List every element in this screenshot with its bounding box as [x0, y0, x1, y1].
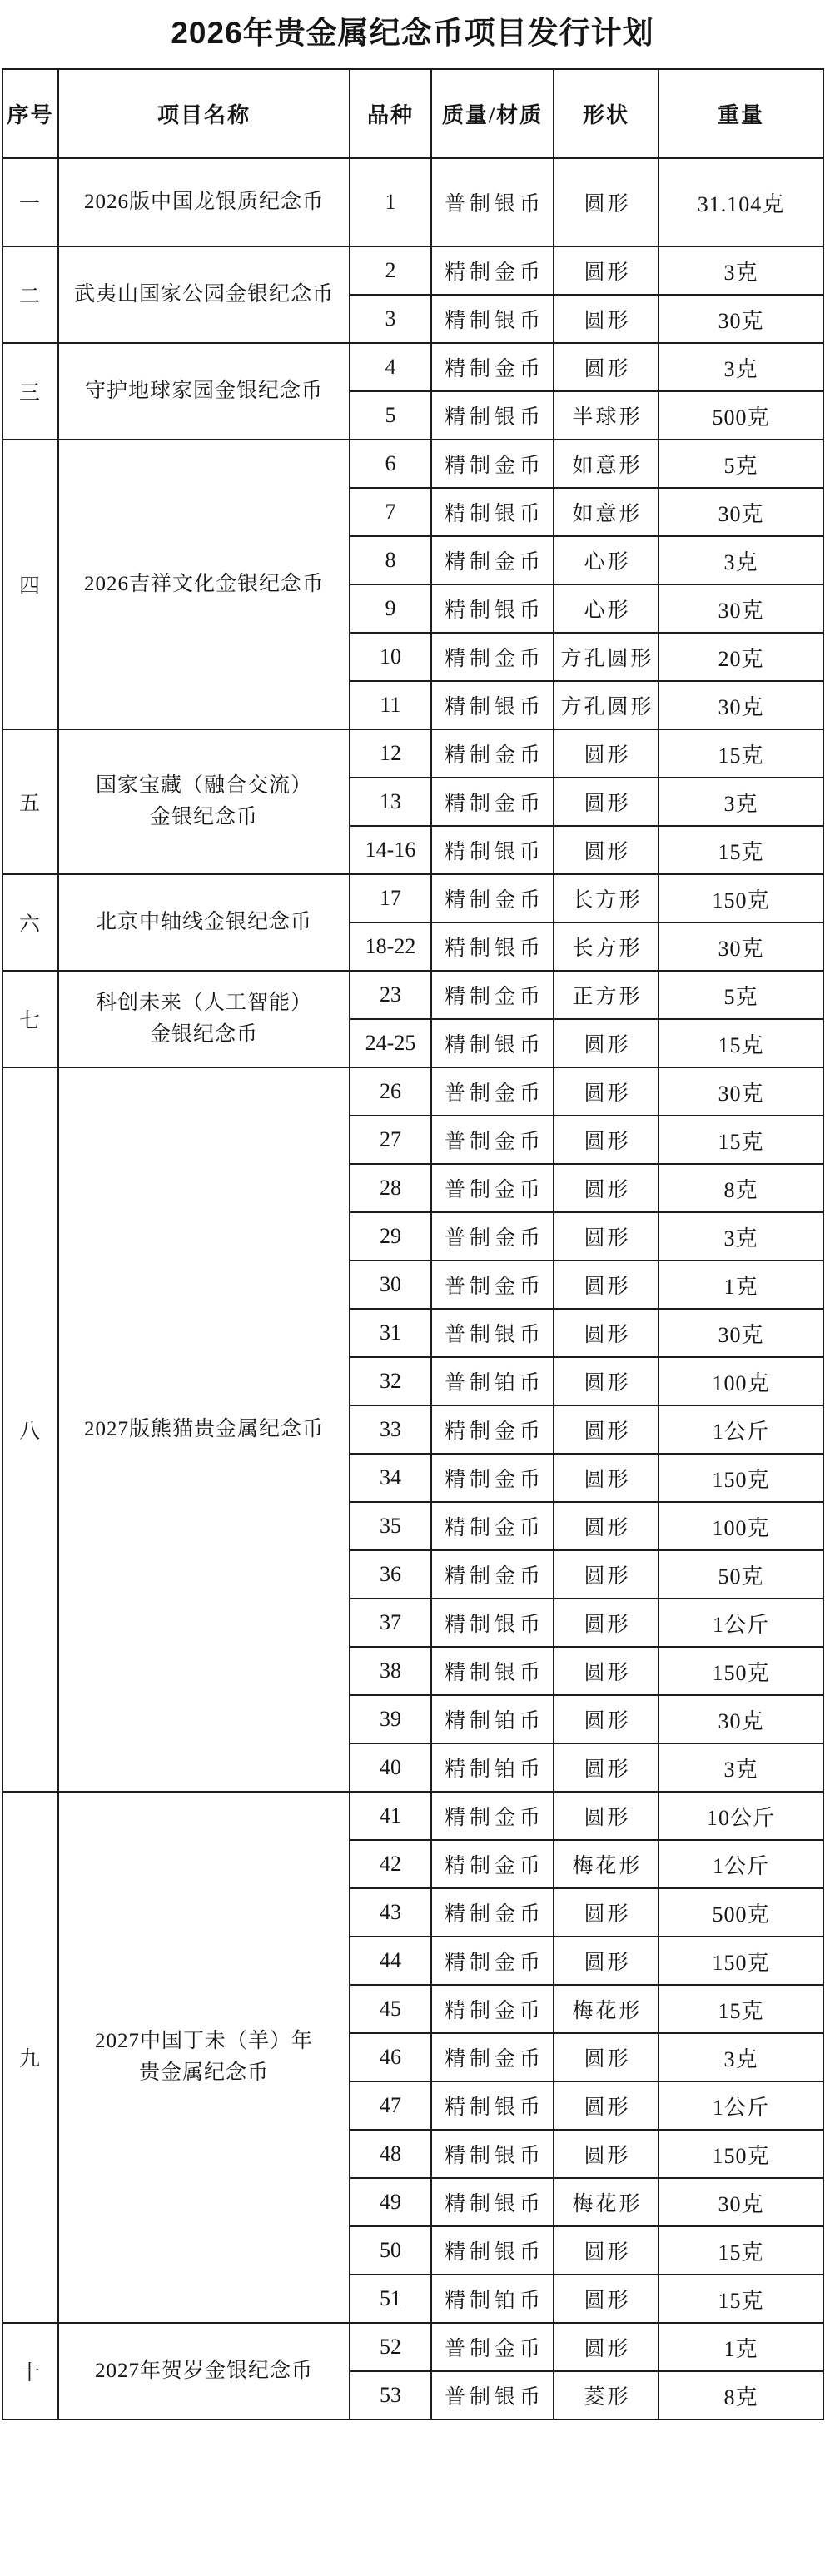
weight-cell: 15克: [659, 1116, 823, 1164]
weight-cell: 31.104克: [659, 158, 823, 246]
serial-number-cell: 一: [2, 158, 58, 246]
shape-cell: 梅花形: [554, 1840, 659, 1888]
table-row: [2, 440, 823, 488]
project-name-line: 2026吉祥文化金银纪念币: [83, 573, 324, 595]
material-cell: 精制金币: [431, 874, 554, 922]
project-name-cell: [58, 2323, 350, 2419]
material-cell: 普制金币: [431, 1261, 554, 1309]
serial-number-cell: 九: [2, 1792, 58, 2323]
variety-cell: 10: [350, 633, 431, 681]
project-name-line: 武夷山国家公园金银纪念币: [73, 283, 334, 306]
variety-cell: 24-25: [350, 1019, 431, 1067]
project-name-line: 2026版中国龙银质纪念币: [83, 191, 324, 213]
variety-cell: 12: [350, 729, 431, 778]
weight-cell: 150克: [659, 1454, 823, 1502]
serial-number-cell: 六: [2, 874, 58, 971]
material-cell: 精制银币: [431, 681, 554, 729]
weight-cell: 30克: [659, 584, 823, 633]
weight-cell: 15克: [659, 2275, 823, 2323]
variety-cell: 51: [350, 2275, 431, 2323]
shape-cell: 圆形: [554, 1888, 659, 1937]
variety-cell: 6: [350, 440, 431, 488]
material-cell: 普制金币: [431, 1067, 554, 1116]
project-name-line: 金银纪念币: [149, 806, 258, 828]
shape-cell: 圆形: [554, 1357, 659, 1405]
material-cell: 精制银币: [431, 2226, 554, 2275]
weight-cell: 1克: [659, 1261, 823, 1309]
material-cell: 精制银币: [431, 2178, 554, 2226]
shape-cell: 圆形: [554, 729, 659, 778]
material-cell: 普制金币: [431, 1116, 554, 1164]
variety-cell: 1: [350, 158, 431, 246]
material-cell: 精制金币: [431, 1405, 554, 1454]
variety-cell: 37: [350, 1599, 431, 1647]
header-cell-project-name: 项目名称: [58, 69, 350, 158]
variety-cell: 31: [350, 1309, 431, 1357]
variety-cell: 5: [350, 391, 431, 440]
weight-cell: 1公斤: [659, 1599, 823, 1647]
shape-cell: 半球形: [554, 391, 659, 440]
material-cell: 普制银币: [431, 1309, 554, 1357]
material-cell: 精制银币: [431, 295, 554, 343]
shape-cell: 圆形: [554, 246, 659, 295]
weight-cell: 3克: [659, 778, 823, 826]
material-cell: 普制铂币: [431, 1357, 554, 1405]
weight-cell: 3克: [659, 246, 823, 295]
variety-cell: 2: [350, 246, 431, 295]
weight-cell: 100克: [659, 1357, 823, 1405]
variety-cell: 30: [350, 1261, 431, 1309]
variety-cell: 13: [350, 778, 431, 826]
shape-cell: 圆形: [554, 1695, 659, 1743]
header-cell-shape: 形状: [554, 69, 659, 158]
weight-cell: 30克: [659, 1067, 823, 1116]
project-name-cell: [58, 158, 350, 246]
shape-cell: 圆形: [554, 1550, 659, 1599]
variety-cell: 9: [350, 584, 431, 633]
weight-cell: 100克: [659, 1502, 823, 1550]
shape-cell: 如意形: [554, 440, 659, 488]
shape-cell: 心形: [554, 536, 659, 584]
table-row: [2, 2323, 823, 2371]
issuance-plan-table: [2, 68, 824, 2420]
variety-cell: 28: [350, 1164, 431, 1212]
shape-cell: 圆形: [554, 158, 659, 246]
weight-cell: 150克: [659, 874, 823, 922]
project-name-cell: [58, 971, 350, 1067]
material-cell: 精制金币: [431, 1502, 554, 1550]
shape-cell: 圆形: [554, 1792, 659, 1840]
weight-cell: 3克: [659, 536, 823, 584]
serial-number-cell: 四: [2, 440, 58, 729]
weight-cell: 30克: [659, 488, 823, 536]
material-cell: 精制金币: [431, 2033, 554, 2081]
project-name-cell: [58, 1792, 350, 2323]
serial-number-cell: 三: [2, 343, 58, 440]
shape-cell: 圆形: [554, 1599, 659, 1647]
material-cell: 精制金币: [431, 1454, 554, 1502]
material-cell: 精制金币: [431, 246, 554, 295]
weight-cell: 3克: [659, 343, 823, 391]
weight-cell: 1公斤: [659, 1840, 823, 1888]
material-cell: 精制铂币: [431, 2275, 554, 2323]
project-name-line: 国家宝藏（融合交流）: [95, 774, 312, 797]
material-cell: 精制金币: [431, 778, 554, 826]
serial-number-cell: 五: [2, 729, 58, 874]
header-cell-material: 质量/材质: [431, 69, 554, 158]
material-cell: 精制金币: [431, 1792, 554, 1840]
shape-cell: 心形: [554, 584, 659, 633]
project-name-cell: [58, 874, 350, 971]
shape-cell: 长方形: [554, 922, 659, 971]
weight-cell: 500克: [659, 1888, 823, 1937]
weight-cell: 500克: [659, 391, 823, 440]
variety-cell: 35: [350, 1502, 431, 1550]
weight-cell: 1克: [659, 2323, 823, 2371]
material-cell: 精制银币: [431, 826, 554, 874]
table-row: [2, 1792, 823, 1840]
variety-cell: 29: [350, 1212, 431, 1261]
material-cell: 精制金币: [431, 1550, 554, 1599]
shape-cell: 圆形: [554, 1164, 659, 1212]
variety-cell: 3: [350, 295, 431, 343]
material-cell: 普制银币: [431, 158, 554, 246]
shape-cell: 圆形: [554, 1647, 659, 1695]
variety-cell: 41: [350, 1792, 431, 1840]
weight-cell: 15克: [659, 826, 823, 874]
shape-cell: 圆形: [554, 1454, 659, 1502]
project-name-cell: [58, 343, 350, 440]
variety-cell: 44: [350, 1937, 431, 1985]
material-cell: 精制金币: [431, 1937, 554, 1985]
serial-number-cell: 二: [2, 246, 58, 343]
shape-cell: 方孔圆形: [554, 681, 659, 729]
shape-cell: 圆形: [554, 2226, 659, 2275]
project-name-cell: [58, 1067, 350, 1792]
shape-cell: 方孔圆形: [554, 633, 659, 681]
shape-cell: 圆形: [554, 295, 659, 343]
variety-cell: 27: [350, 1116, 431, 1164]
shape-cell: 圆形: [554, 826, 659, 874]
variety-cell: 4: [350, 343, 431, 391]
table-row: [2, 729, 823, 778]
shape-cell: 圆形: [554, 2130, 659, 2178]
weight-cell: 30克: [659, 295, 823, 343]
weight-cell: 3克: [659, 1212, 823, 1261]
weight-cell: 5克: [659, 971, 823, 1019]
shape-cell: 圆形: [554, 1261, 659, 1309]
weight-cell: 1公斤: [659, 1405, 823, 1454]
serial-number-cell: 八: [2, 1067, 58, 1792]
table-row: [2, 158, 823, 246]
weight-cell: 15克: [659, 729, 823, 778]
shape-cell: 如意形: [554, 488, 659, 536]
variety-cell: 48: [350, 2130, 431, 2178]
shape-cell: 圆形: [554, 1309, 659, 1357]
project-name-cell: [58, 246, 350, 343]
material-cell: 精制铂币: [431, 1743, 554, 1792]
shape-cell: 圆形: [554, 1743, 659, 1792]
variety-cell: 23: [350, 971, 431, 1019]
material-cell: 精制银币: [431, 488, 554, 536]
material-cell: 精制金币: [431, 1840, 554, 1888]
project-name-line: 2027年贺岁金银纪念币: [94, 2360, 313, 2382]
table-row: [2, 971, 823, 1019]
weight-cell: 15克: [659, 2226, 823, 2275]
variety-cell: 34: [350, 1454, 431, 1502]
shape-cell: 圆形: [554, 1405, 659, 1454]
variety-cell: 39: [350, 1695, 431, 1743]
variety-cell: 47: [350, 2081, 431, 2130]
weight-cell: 3克: [659, 2033, 823, 2081]
shape-cell: 圆形: [554, 1067, 659, 1116]
variety-cell: 45: [350, 1985, 431, 2033]
material-cell: 精制金币: [431, 971, 554, 1019]
weight-cell: 30克: [659, 681, 823, 729]
table-row: [2, 874, 823, 922]
shape-cell: 圆形: [554, 343, 659, 391]
weight-cell: 30克: [659, 2178, 823, 2226]
weight-cell: 30克: [659, 1309, 823, 1357]
weight-cell: 20克: [659, 633, 823, 681]
table-body: [2, 158, 823, 2419]
material-cell: 普制银币: [431, 2371, 554, 2419]
weight-cell: 50克: [659, 1550, 823, 1599]
shape-cell: 圆形: [554, 2323, 659, 2371]
shape-cell: 正方形: [554, 971, 659, 1019]
variety-cell: 50: [350, 2226, 431, 2275]
shape-cell: 圆形: [554, 1019, 659, 1067]
weight-cell: 8克: [659, 1164, 823, 1212]
weight-cell: 15克: [659, 1019, 823, 1067]
variety-cell: 49: [350, 2178, 431, 2226]
variety-cell: 18-22: [350, 922, 431, 971]
project-name-cell: [58, 440, 350, 729]
shape-cell: 梅花形: [554, 2178, 659, 2226]
variety-cell: 38: [350, 1647, 431, 1695]
project-name-line: 贵金属纪念币: [138, 2061, 269, 2084]
variety-cell: 42: [350, 1840, 431, 1888]
material-cell: 精制银币: [431, 922, 554, 971]
project-name-line: 守护地球家园金银纪念币: [84, 380, 323, 402]
project-name-line: 科创未来（人工智能）: [95, 992, 312, 1014]
material-cell: 精制银币: [431, 1019, 554, 1067]
variety-cell: 53: [350, 2371, 431, 2419]
weight-cell: 3克: [659, 1743, 823, 1792]
variety-cell: 17: [350, 874, 431, 922]
material-cell: 普制金币: [431, 2323, 554, 2371]
shape-cell: 圆形: [554, 1116, 659, 1164]
project-name-line: 北京中轴线金银纪念币: [95, 911, 312, 933]
variety-cell: 8: [350, 536, 431, 584]
weight-cell: 10公斤: [659, 1792, 823, 1840]
material-cell: 精制金币: [431, 1985, 554, 2033]
shape-cell: 圆形: [554, 1212, 659, 1261]
weight-cell: 150克: [659, 2130, 823, 2178]
variety-cell: 32: [350, 1357, 431, 1405]
material-cell: 普制金币: [431, 1164, 554, 1212]
variety-cell: 46: [350, 2033, 431, 2081]
shape-cell: 圆形: [554, 2275, 659, 2323]
project-name-cell: [58, 729, 350, 874]
table-row: [2, 1067, 823, 1116]
shape-cell: 菱形: [554, 2371, 659, 2419]
table-row: [2, 343, 823, 391]
material-cell: 精制银币: [431, 2130, 554, 2178]
table-row: [2, 246, 823, 295]
project-name-line: 2027版熊猫贵金属纪念币: [83, 1418, 324, 1440]
material-cell: 精制银币: [431, 391, 554, 440]
variety-cell: 11: [350, 681, 431, 729]
material-cell: 精制金币: [431, 633, 554, 681]
variety-cell: 7: [350, 488, 431, 536]
variety-cell: 33: [350, 1405, 431, 1454]
material-cell: 精制银币: [431, 1599, 554, 1647]
shape-cell: 圆形: [554, 2033, 659, 2081]
variety-cell: 40: [350, 1743, 431, 1792]
variety-cell: 43: [350, 1888, 431, 1937]
material-cell: 精制金币: [431, 536, 554, 584]
variety-cell: 14-16: [350, 826, 431, 874]
material-cell: 普制金币: [431, 1212, 554, 1261]
shape-cell: 长方形: [554, 874, 659, 922]
material-cell: 精制金币: [431, 440, 554, 488]
weight-cell: 1公斤: [659, 2081, 823, 2130]
serial-number-cell: 十: [2, 2323, 58, 2419]
project-name-line: 2027中国丁未（羊）年: [94, 2030, 313, 2052]
variety-cell: 26: [350, 1067, 431, 1116]
weight-cell: 150克: [659, 1647, 823, 1695]
material-cell: 精制银币: [431, 584, 554, 633]
shape-cell: 圆形: [554, 1502, 659, 1550]
weight-cell: 5克: [659, 440, 823, 488]
material-cell: 精制铂币: [431, 1695, 554, 1743]
material-cell: 精制金币: [431, 1888, 554, 1937]
header-cell-weight: 重量: [659, 69, 823, 158]
variety-cell: 36: [350, 1550, 431, 1599]
shape-cell: 圆形: [554, 2081, 659, 2130]
shape-cell: 圆形: [554, 778, 659, 826]
shape-cell: 梅花形: [554, 1985, 659, 2033]
project-name-line: 金银纪念币: [149, 1023, 258, 1046]
material-cell: 精制金币: [431, 343, 554, 391]
document-page: [0, 12, 825, 2420]
header-row: [2, 69, 823, 158]
material-cell: 精制金币: [431, 729, 554, 778]
material-cell: 精制银币: [431, 1647, 554, 1695]
material-cell: 精制银币: [431, 2081, 554, 2130]
weight-cell: 30克: [659, 1695, 823, 1743]
weight-cell: 30克: [659, 922, 823, 971]
table-header: [2, 69, 823, 158]
serial-number-cell: 七: [2, 971, 58, 1067]
page-title: 2026年贵金属纪念币项目发行计划: [171, 16, 654, 50]
header-cell-variety: 品种: [350, 69, 431, 158]
weight-cell: 8克: [659, 2371, 823, 2419]
header-cell-seq: 序号: [2, 69, 58, 158]
shape-cell: 圆形: [554, 1937, 659, 1985]
weight-cell: 150克: [659, 1937, 823, 1985]
weight-cell: 15克: [659, 1985, 823, 2033]
variety-cell: 52: [350, 2323, 431, 2371]
